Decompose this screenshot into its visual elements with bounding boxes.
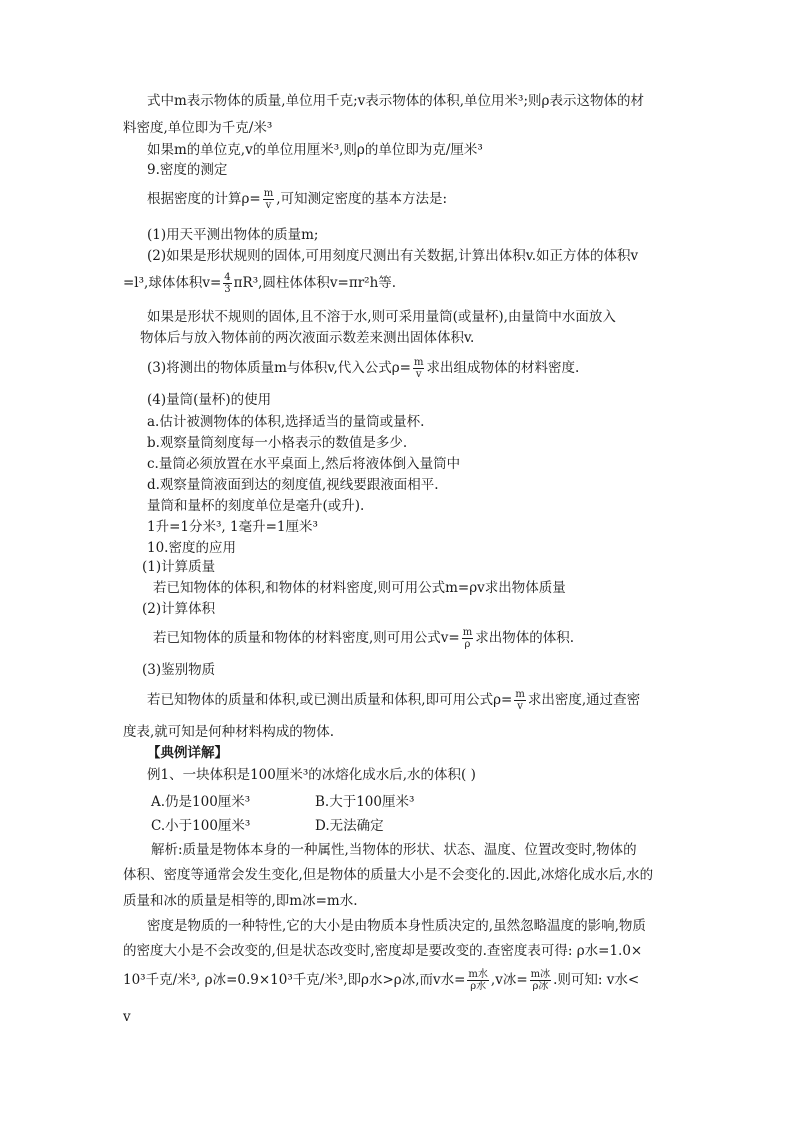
analysis-line: 密度是物质的一种特性,它的大小是由物质本身性质决定的,虽然忽略温度的影响,物质 [147, 918, 646, 934]
fraction: $\frac{m}{v}$ [263, 188, 274, 211]
formula-line: (3)将测出的物体质量m与体积v,代入公式ρ= $\frac{m}{v}$ 求出组成物体的材料密度. [147, 357, 580, 380]
option-b: B.大于100厘米³ [315, 794, 415, 810]
list-item: c.量筒必须放置在水平桌面上,然后将液体倒入量筒中 [147, 456, 461, 472]
list-item: b.观察量筒刻度每一小格表示的数值是多少. [147, 435, 408, 451]
analysis-line: 解析:质量是物体本身的一种属性,当物体的形状、状态、温度、位置改变时,物体的 [151, 842, 637, 858]
fraction: $\frac{m}{v}$ [515, 689, 525, 712]
formula-line: 若已知物体的质量和体积,或已测出质量和体积,即可用公式ρ= $\frac{m}{v}$ 求出密度,通过查密 [147, 689, 641, 712]
option-a: A.仍是100厘米³ [151, 794, 251, 810]
para-line: 量筒和量杯的刻度单位是毫升(或升). [147, 498, 365, 514]
formula-line: =l³,球体体积v= $\frac{4}{3}$ πR³,圆柱体体积v=πr²h等. [123, 272, 397, 295]
example-heading: 【典例详解】 [147, 745, 228, 761]
step-line: (1)用天平测出物体的质量m; [147, 227, 319, 243]
fraction: $\frac{\text{m水}}{\text{ρ水}}$ [468, 969, 488, 992]
para-line: 如果m的单位克,v的单位用厘米³,则ρ的单位即为克/厘米³ [147, 142, 483, 158]
option-d: D.无法确定 [315, 818, 384, 834]
list-item: d.观察量筒液面到达的刻度值,视线要跟液面相平. [147, 477, 439, 493]
fraction: $\frac{4}{3}$ [224, 272, 231, 295]
para-line: 若已知物体的体积,和物体的材料密度,则可用公式m=ρv求出物体质量 [153, 580, 566, 596]
section-heading: 9.密度的测定 [147, 162, 228, 178]
analysis-line: 体积、密度等通常会发生变化,但是物体的质量大小是不会变化的.因此,冰熔化成水后,水的 [123, 867, 654, 883]
para-line: 物体后与放入物体前的两次液面示数差来测出固体体积v. [140, 330, 475, 346]
fraction: $\frac{m}{\rho}$ [462, 627, 473, 650]
para-line: 料密度,单位即为千克/米³ [123, 120, 273, 136]
subsection-title: (1)计算质量 [142, 559, 216, 575]
fraction: $\frac{m}{v}$ [414, 357, 424, 380]
question: 例1、一块体积是100厘米³的冰熔化成水后,水的体积( ) [147, 767, 476, 783]
fraction: $\frac{\text{m冰}}{\text{ρ冰}}$ [530, 969, 551, 992]
para-line: 1升=1分米³, 1毫升=1厘米³ [147, 519, 318, 535]
para-line: 式中m表示物体的质量,单位用千克;v表示物体的体积,单位用米³;则ρ表示这物体的材 [147, 93, 644, 109]
subsection-title: (4)量筒(量杯)的使用 [147, 392, 272, 408]
analysis-line: 质量和冰的质量是相等的,即m冰=m水. [123, 893, 358, 909]
subsection-title: (2)计算体积 [142, 601, 216, 617]
formula-line: 若已知物体的质量和物体的材料密度,则可用公式v= $\frac{m}{\rho}$ 求出物体的体积. [153, 627, 575, 650]
para-line: 度表,就可知是何种材料构成的物体. [123, 724, 335, 740]
list-item: a.估计被测物体的体积,选择适当的量筒或量杯. [147, 414, 425, 430]
para-line: 如果是形状不规则的固体,且不溶于水,则可采用量筒(或量杯),由量筒中水面放入 [147, 309, 616, 325]
subsection-title: (3)鉴别物质 [142, 662, 216, 678]
option-c: C.小于100厘米³ [151, 818, 251, 834]
step-line: (2)如果是形状规则的固体,可用刻度尺测出有关数据,计算出体积v.如正方体的体积v [147, 248, 639, 264]
formula-line: 10³千克/米³, ρ冰=0.9×10³千克/米³,即ρ水>ρ冰,而v水= $\frac{\text{m水}}{\text{ρ水}}$ ,v冰= $\frac{\text{m冰}}{\text{ρ冰}}$ .则可知: v水< [123, 969, 640, 992]
analysis-line: 的密度大小是不会改变的,但是状态改变时,密度却是要改变的.查密度表可得: ρ水=1.0× [123, 943, 643, 959]
formula-line: 根据密度的计算ρ= $\frac{m}{v}$ ,可知测定密度的基本方法是: [147, 188, 448, 211]
analysis-line: v [123, 1009, 131, 1025]
section-heading: 10.密度的应用 [147, 540, 236, 556]
